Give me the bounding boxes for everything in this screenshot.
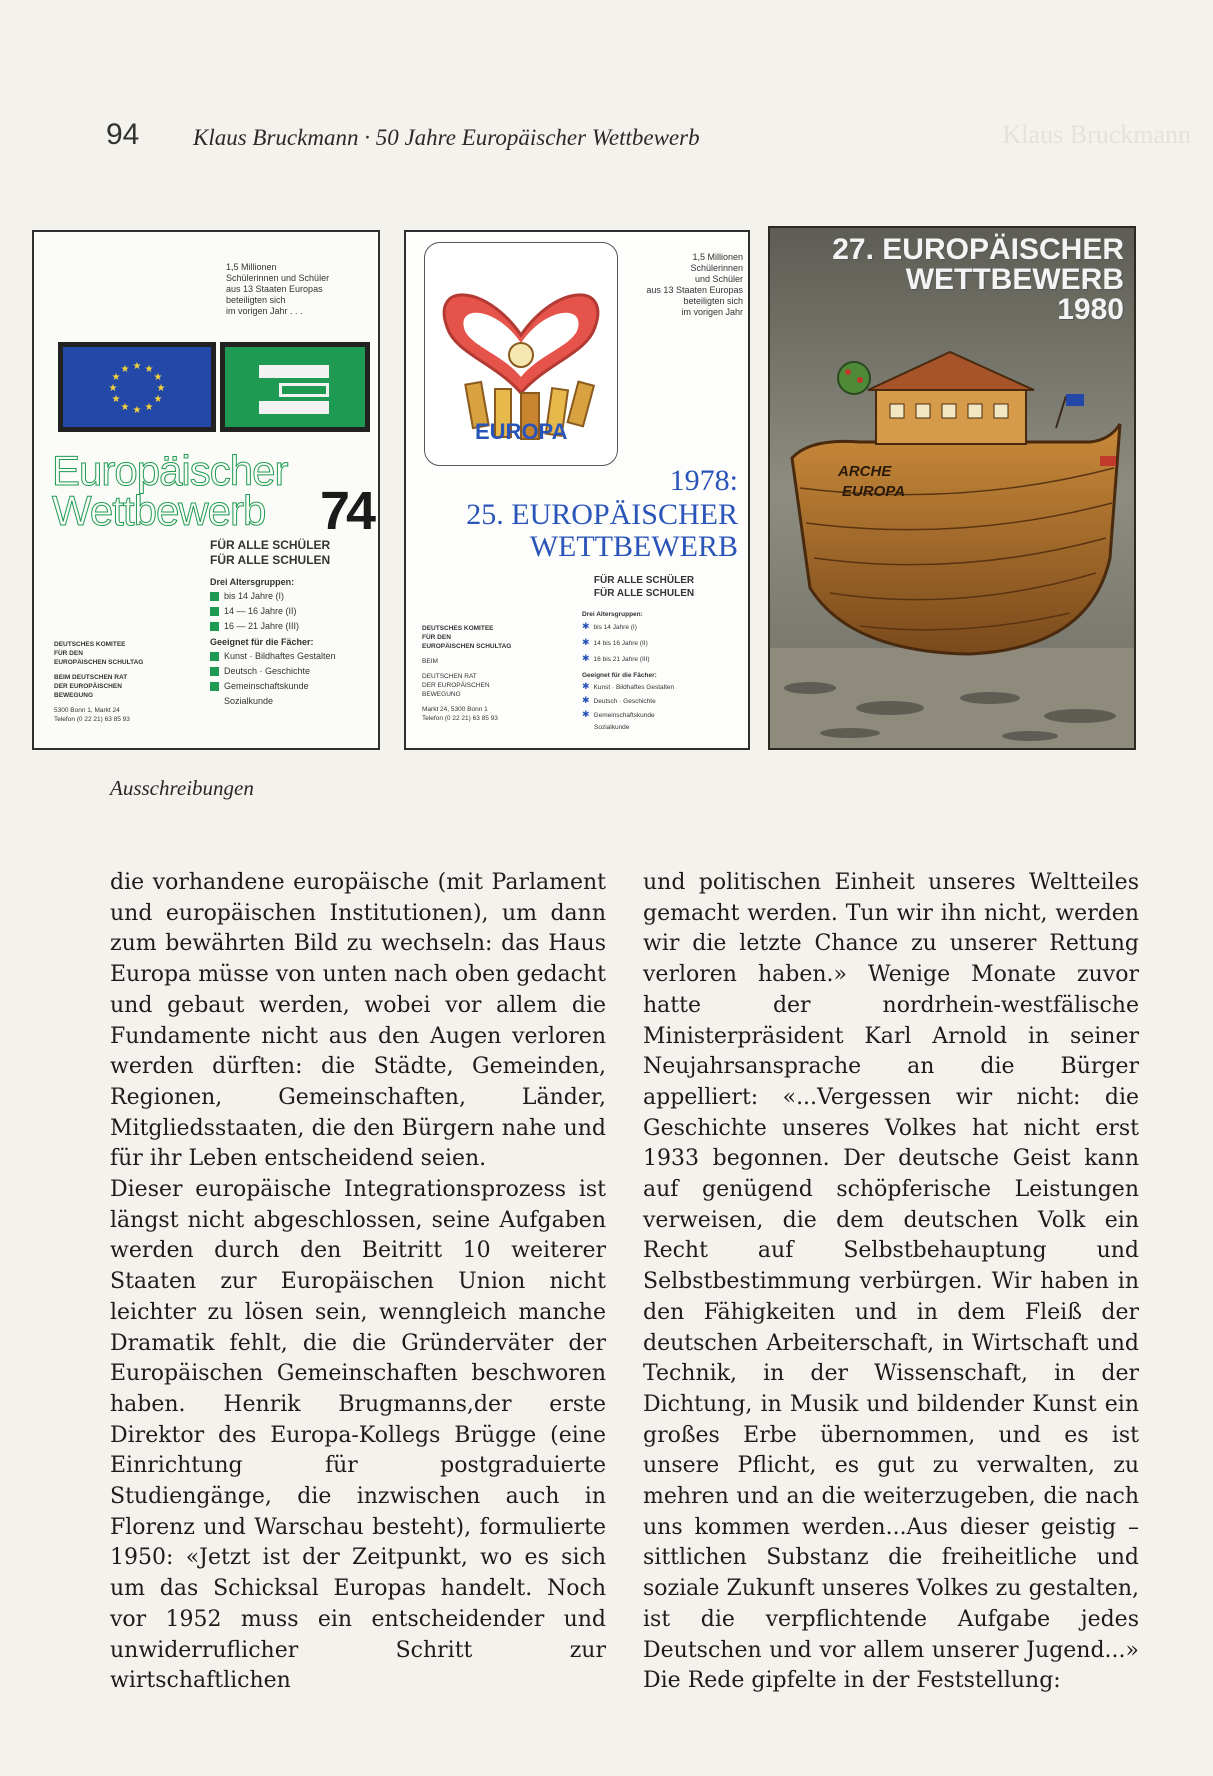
criteria-block [582,610,742,734]
paragraph: und politischen Einheit unseres Weltteiles gemacht werden. Tun wir ihn nicht, werden wir die letzte Chance zu unserer Rettung verloren haben.» Wenige Monate zuvor hatte der nordrhein-westfälische Ministerpräsident Karl Arnold in seiner Neujahrsansprache an die Bürger appelliert: «...Vergessen wir nicht: die Geschichte unseres Volkes hat nicht erst 1933 begonnen. Der deutsche Geist kann auf genügend schöpferische Leistungen verweisen, die dem deutschen Volk ein Recht auf Selbstbehauptung und Selbstbestimmung verbürgen. Wir haben in den Fähigkeiten und in dem Fleiß der deutschen Arbeiterschaft, in Wirtschaft und Technik, in der Wissenschaft, in der Dichtung, in Musik und bildender Kunst ein großes Erbe übernommen, und es ist unsere Pflicht, es gut zu verwalten, zu mehren und an die weiterzugeben, die nach uns kommen werden...Aus dieser geistig – sittlichen Substanz die freiheitliche und soziale Zukunft unseres Volkes zu gestalten, ist die verpflichtende Aufgabe jedes Deutschen und vor allem unserer Jugend...» Die Rede gipfelte in der Feststellung: [643,870,1139,1694]
poster-year: 1978: [669,464,738,497]
address-line: 5300 Bonn 1, Markt 24 [54,707,120,714]
audience-heading: FÜR ALLE SCHULEN [593,588,695,599]
svg-text:★: ★ [132,361,142,372]
body-column-left [110,868,606,1697]
svg-text:★: ★ [111,372,121,383]
poster-1980 [768,226,1136,750]
poster-title-line-3: 1980 [1057,293,1124,326]
flag-bar [279,383,329,397]
subject-item: ✱ Kunst · Bildhaftes Gestalten [582,681,675,691]
subject-item: Sozialkunde [594,724,630,731]
address-line: Telefon (0 22 21) 63 85 93 [422,715,498,722]
bullet-icon [210,682,219,691]
svg-text:★: ★ [153,394,163,405]
poster-intro [611,252,743,318]
audience-heading: FÜR ALLE SCHÜLER [593,575,695,586]
flag-bar [259,365,329,378]
bullet-icon [210,607,219,616]
intro-line: im vorigen Jahr . . . [226,306,303,316]
svg-text:★: ★ [108,383,118,394]
heart-text: EUROPA [483,258,544,298]
subject-item: Deutsch · Geschichte [210,664,375,679]
svg-text:★: ★ [144,364,154,375]
org-line: DEUTSCHES KOMITEE [422,625,494,632]
poster-title-line-2: WETTBEWERB [905,263,1124,296]
poster-1978 [404,230,750,750]
org-line: BEIM DEUTSCHEN RAT [54,674,128,681]
age-heading: Drei Altersgruppen: [582,611,643,618]
address-line: Telefon (0 22 21) 63 85 93 [54,716,130,723]
intro-line: aus 13 Staaten Europas [646,285,743,295]
intro-line: beteiligten sich [683,296,743,306]
org-line: EUROPÄISCHEN SCHULTAG [422,643,512,650]
star-bullet-icon: ✱ [582,695,590,705]
age-item: 16 — 21 Jahre (III) [210,619,375,634]
org-line: BEWEGUNG [422,691,461,698]
svg-text:★: ★ [153,372,163,383]
subject-item: Kunst · Bildhaftes Gestalten [210,649,375,664]
svg-text:★: ★ [120,402,130,413]
poster-title-line-1: 25. EUROPÄISCHER [466,498,738,531]
keys-text: EUROPA [475,419,568,444]
european-movement-flag-icon [220,342,370,432]
audience-heading: FÜR ALLE SCHÜLER [210,538,331,552]
star-bullet-icon: ✱ [582,653,590,663]
svg-text:★: ★ [156,383,166,394]
poster-1974 [32,230,380,750]
age-heading: Drei Altersgruppen: [210,577,295,587]
age-item: ✱ 16 bis 21 Jahre (III) [582,653,650,663]
audience-block [544,574,744,600]
intro-line: Schülerinnen und Schüler [226,273,330,283]
logo-word-2: Wettbewerb [52,487,266,534]
logo-year: 74 [320,481,373,541]
svg-text:★: ★ [120,364,130,375]
subjects-heading: Geeignet für die Fächer: [582,672,657,679]
age-item: bis 14 Jahre (I) [210,589,375,604]
intro-line: Schülerinnen [690,263,743,273]
organizer-block [422,624,572,723]
age-item: 14 — 16 Jahre (II) [210,604,375,619]
subject-item: ✱ Gemeinschaftskunde [582,709,655,719]
org-line: BEWEGUNG [54,692,93,699]
intro-line: im vorigen Jahr [681,307,743,317]
bullet-icon [210,667,219,676]
page-number: 94 [106,118,140,151]
star-bullet-icon: ✱ [582,681,590,691]
org-line: FÜR DEN [422,634,451,641]
svg-text:★: ★ [132,405,142,416]
bleed-through-text: Klaus Bruckmann [1002,120,1191,149]
org-line: DER EUROPÄISCHEN [54,683,122,690]
paragraph: Dieser europäische Integrationsprozess ist längst nicht abgeschlossen, seine Aufgaben werden durch den Beitritt 10 weiterer Staaten zur Europäischen Union nicht leichter zu lösen sein, wenngleich manche Dramatik fehlt, die die Gründerväter der Europäischen Gemeinschaften beschworen haben. Henrik Brugmanns,der erste Direktor des Europa-Kollegs Brügge (eine Einrichtung für postgraduierte Studiengänge, die inzwischen auch in Florenz und Warschau besteht), formulierte 1950: «Jetzt ist der Zeitpunkt, wo es sich um das Schicksal Europas handelt. Noch vor 1952 muss ein entscheidender und unwiderruflicher Schritt zur wirtschaftlichen [110,1177,606,1694]
bullet-icon [210,652,219,661]
ark-text-2: EUROPA [842,483,906,500]
paragraph: die vorhandene europäische (mit Parlament und europäischen Institutionen), um dann zum bewährten Bild zu wechseln: das Haus Europa müsse von unten nach oben gedacht und gebaut werden, wobei vor allem die Fundamente nicht aus den Augen verloren werden dürften: die Städte, Gemeinden, Regionen, Gemeinschaften, Länder, Mitgliedsstaaten, die den Bürgern nahe und für ihr Leben entscheidend seien. [110,870,606,1172]
audience-heading: FÜR ALLE SCHULEN [210,553,331,567]
figure-caption: Ausschreibungen [110,776,254,800]
bullet-icon [210,622,219,631]
intro-line: 1,5 Millionen [692,252,743,262]
subject-item: ✱ Deutsch · Geschichte [582,695,656,705]
intro-line: beteiligten sich [226,295,286,305]
poster-intro [226,262,376,317]
star-bullet-icon: ✱ [582,709,590,719]
running-head: Klaus Bruckmann · 50 Jahre Europäischer Wettbewerb [193,125,700,150]
age-item: ✱ 14 bis 16 Jahre (II) [582,637,648,647]
org-line: DER EUROPÄISCHEN [422,682,490,689]
svg-text:★: ★ [111,394,121,405]
star-bullet-icon: ✱ [582,637,590,647]
flag-bar [259,401,329,414]
org-line: DEUTSCHEN RAT [422,673,477,680]
org-line: EUROPÄISCHEN SCHULTAG [54,659,144,666]
star-bullet-icon: ✱ [582,621,590,631]
audience-block [210,538,375,709]
org-line: DEUTSCHES KOMITEE [54,641,126,648]
body-column-right [643,868,1139,1697]
org-line: FÜR DEN [54,650,83,657]
intro-line: 1,5 Millionen [226,262,277,272]
subject-item: Sozialkunde [224,696,274,706]
eu-flag-icon [58,342,216,432]
svg-text:★: ★ [144,402,154,413]
intro-line: und Schüler [694,274,743,284]
poster-title-line-1: 27. EUROPÄISCHER [832,233,1124,266]
bullet-icon [210,592,219,601]
age-item: ✱ bis 14 Jahre (I) [582,621,637,631]
address-line: Markt 24, 5300 Bonn 1 [422,706,488,713]
heart-keys-illustration [424,242,618,466]
ark-text-1: ARCHE [838,463,892,480]
subjects-heading: Geeignet für die Fächer: [210,637,314,647]
organizer-block [54,640,204,724]
poster-title-line-2: WETTBEWERB [529,530,738,563]
org-line: BEIM [422,658,438,665]
subject-item: Gemeinschaftskunde [210,679,375,694]
intro-line: aus 13 Staaten Europas [226,284,323,294]
logo-word-1: Europäischer [52,447,288,494]
